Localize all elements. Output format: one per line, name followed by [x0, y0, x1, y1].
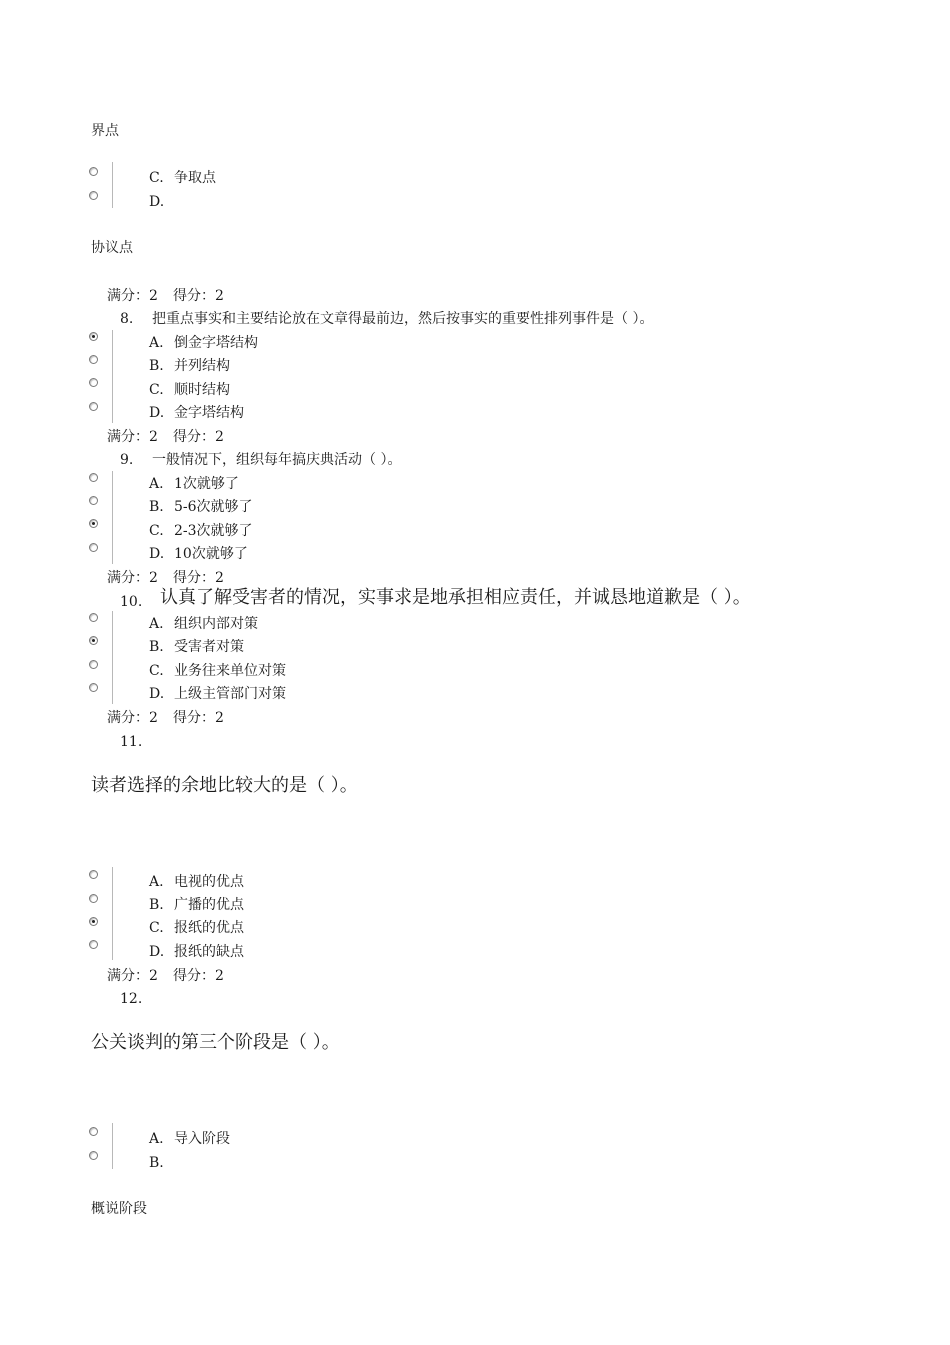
- option-q9-b: B. 5-6次就够了: [149, 499, 253, 515]
- radio-top-c[interactable]: [89, 167, 98, 176]
- question-number: 11.: [120, 734, 143, 750]
- continued-option-text: 界点: [91, 123, 119, 139]
- score-line: 满分：2 得分：2: [107, 429, 224, 445]
- question-text: 公关谈判的第三个阶段是（ ）。: [91, 1032, 340, 1053]
- option-q11-a: A. 电视的优点: [149, 874, 244, 890]
- option-q11-c: C. 报纸的优点: [149, 920, 244, 936]
- option-q8-b: B. 并列结构: [149, 358, 230, 374]
- question-text: 一般情况下，组织每年搞庆典活动（ ）。: [152, 452, 402, 468]
- option-q11-d: D. 报纸的缺点: [149, 944, 244, 960]
- continued-option-text: 协议点: [91, 240, 133, 256]
- option-q9-c: C. 2-3次就够了: [149, 523, 253, 539]
- option-q10-c: C. 业务往来单位对策: [149, 663, 286, 679]
- question-number: 10.: [120, 594, 143, 610]
- radio-q8-b[interactable]: [89, 355, 98, 364]
- option-top-d: D.: [149, 194, 165, 210]
- question-number: 12.: [120, 991, 143, 1007]
- option-q12-b: B.: [149, 1155, 164, 1171]
- radio-top-d[interactable]: [89, 191, 98, 200]
- score-line: 满分：2 得分：2: [107, 968, 224, 984]
- option-top-c: C. 争取点: [149, 170, 216, 186]
- option-q9-d: D. 10次就够了: [149, 546, 248, 562]
- radio-q11-c[interactable]: [89, 917, 98, 926]
- option-divider: [112, 471, 113, 564]
- radio-q8-d[interactable]: [89, 402, 98, 411]
- option-q8-a: A. 倒金字塔结构: [149, 335, 258, 351]
- radio-q8-a[interactable]: [89, 332, 98, 341]
- option-divider: [112, 1123, 113, 1169]
- option-q10-d: D. 上级主管部门对策: [149, 686, 286, 702]
- radio-q10-c[interactable]: [89, 660, 98, 669]
- radio-q9-a[interactable]: [89, 473, 98, 482]
- question-number: 9.: [120, 452, 134, 468]
- score-line: 满分：2 得分：2: [107, 570, 224, 586]
- option-divider: [112, 611, 113, 704]
- option-q10-b: B. 受害者对策: [149, 639, 244, 655]
- option-q9-a: A. 1次就够了: [149, 476, 239, 492]
- option-divider: [112, 330, 113, 423]
- option-q8-c: C. 顺时结构: [149, 382, 230, 398]
- radio-q10-b[interactable]: [89, 636, 98, 645]
- radio-q11-d[interactable]: [89, 940, 98, 949]
- radio-q12-a[interactable]: [89, 1127, 98, 1136]
- radio-q11-b[interactable]: [89, 894, 98, 903]
- radio-q9-b[interactable]: [89, 496, 98, 505]
- question-text: 读者选择的余地比较大的是（ ）。: [91, 775, 358, 796]
- radio-q10-a[interactable]: [89, 613, 98, 622]
- score-line: 满分：2 得分：2: [107, 288, 224, 304]
- radio-q12-b[interactable]: [89, 1151, 98, 1160]
- option-divider: [112, 867, 113, 960]
- option-q11-b: B. 广播的优点: [149, 897, 244, 913]
- radio-q10-d[interactable]: [89, 683, 98, 692]
- question-number: 8.: [120, 311, 134, 327]
- question-text: 把重点事实和主要结论放在文章得最前边，然后按事实的重要性排列事件是（ ）。: [152, 311, 654, 327]
- continued-option-text: 概说阶段: [91, 1201, 147, 1217]
- option-q12-a: A. 导入阶段: [149, 1131, 230, 1147]
- radio-q9-d[interactable]: [89, 543, 98, 552]
- option-q8-d: D. 金字塔结构: [149, 405, 244, 421]
- radio-q9-c[interactable]: [89, 519, 98, 528]
- score-line: 满分：2 得分：2: [107, 710, 224, 726]
- radio-q11-a[interactable]: [89, 870, 98, 879]
- radio-q8-c[interactable]: [89, 378, 98, 387]
- question-text: 认真了解受害者的情况，实事求是地承担相应责任，并诚恳地道歉是（ ）。: [160, 587, 751, 608]
- option-divider: [112, 162, 113, 208]
- option-q10-a: A. 组织内部对策: [149, 616, 258, 632]
